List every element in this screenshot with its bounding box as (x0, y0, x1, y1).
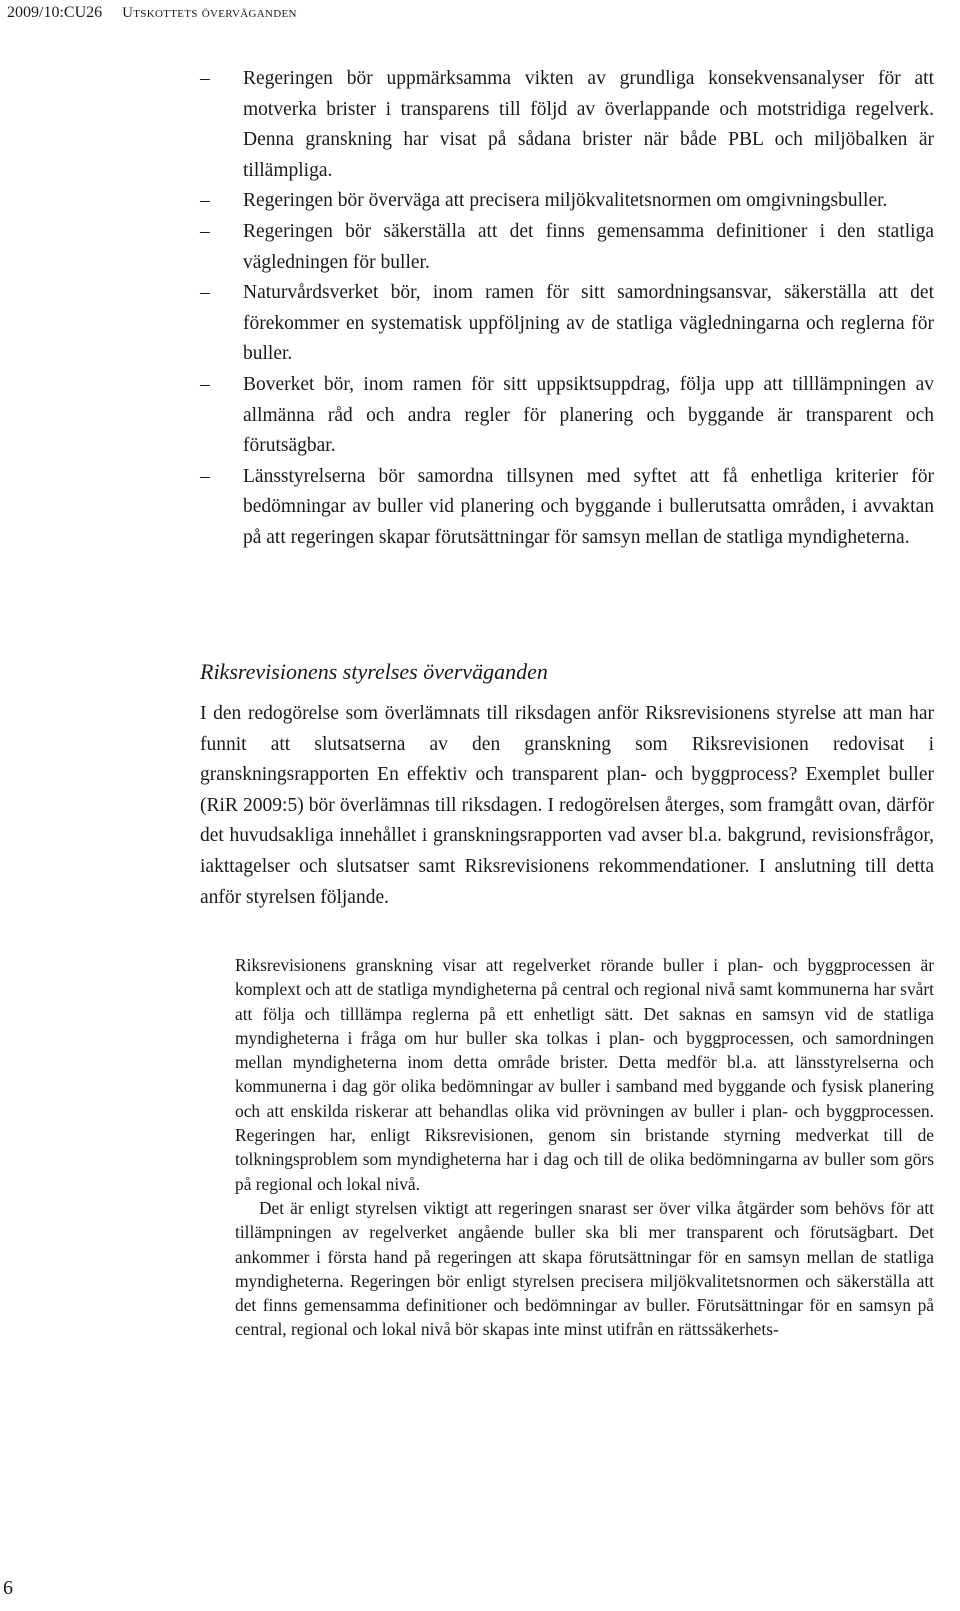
bullet-dash: – (200, 465, 210, 487)
bullet-dash: – (200, 282, 210, 304)
document-code: 2009/10:CU26 (7, 4, 103, 21)
list-item-text: Boverket bör, inom ramen för sitt uppsiktsuppdrag, följa upp att tilllämpningen av allmänna råd och andra regler för planering och byggande är transparent och förutsägbar. (243, 373, 934, 457)
bullet-dash: – (200, 373, 210, 395)
list-item (200, 462, 934, 554)
bullet-dash: – (200, 68, 210, 89)
list-item-text: Regeringen bör överväga att precisera miljökvalitetsnormen om omgivningsbuller. (243, 190, 888, 212)
section-heading: Riksrevisionens styrelses överväganden (200, 659, 548, 684)
list-item-text: Länsstyrelserna bör samordna tillsynen med syftet att få enhetliga kriterier för bedömningar av buller vid planering och byggande i bullerutsatta områden, i avvaktan på att regeringen skapar förutsättningar för samsyn mellan de statliga myndigheterna. (243, 465, 934, 548)
section-title: Utskottets överväganden (122, 5, 297, 21)
list-item-text: Regeringen bör säkerställa att det finns gemensamma definitioner i den statliga vägledningen för buller. (243, 220, 934, 273)
list-item (200, 186, 934, 217)
running-header (7, 4, 297, 22)
page-number: 6 (3, 1577, 13, 1599)
block-quote (235, 953, 934, 1342)
list-item (200, 64, 934, 186)
list-item (200, 278, 934, 370)
list-item-text: Naturvårdsverket bör, inom ramen för sitt samordningsansvar, säkerställa att det förekommer en systematisk uppföljning av de statliga vägledningarna och reglerna för buller. (243, 282, 934, 365)
list-item-text: Regeringen bör uppmärksamma vikten av grundliga konsekvensanalyser för att motverka brister i transparens till följd av överlappande och motstridiga regelverk. Denna granskning har visat på sådana brister när både PBL och miljöbalken är tillämpliga. (243, 68, 934, 181)
list-item (200, 370, 934, 462)
body-paragraph: I den redogörelse som överlämnats till riksdagen anför Riksrevisionens styrelse att man har funnit att slutsatserna av den granskning som Riksrevisionen redovisat i granskningsrapporten En effektiv och transparent plan- och byggprocess? Exemplet buller (RiR 2009:5) bör överlämnas till riksdagen. I redogörelsen återges, som framgått ovan, därför det huvudsakliga innehållet i granskningsrapporten vad avser bl.a. bakgrund, revisionsfrågor, iakttagelser och slutsatser samt Riksrevisionens rekommendationer. I anslutning till detta anför styrelsen följande. (200, 703, 934, 908)
list-item (200, 217, 934, 278)
recommendation-list (200, 64, 934, 554)
quote-paragraph: Riksrevisionens granskning visar att regelverket rörande buller i plan- och byggprocessen är komplext och att de statliga myndigheterna på central och regional nivå samt kommunerna har svårt att följa och tilllämpa reglerna på ett enhetligt sätt. Det saknas en samsyn vid de statliga myndigheterna i fråga om hur buller ska tolkas i plan- och byggprocessen, och samordningen mellan myndigheterna inom detta område brister. Detta medför bl.a. att länsstyrelserna och kommunerna i dag gör olika bedömningar av buller i samband med byggande och fysisk planering och att enskilda riskerar att behandlas olika vid prövningen av buller i plan- och byggprocessen. Regeringen har, enligt Riksrevisionen, genom sin bristande styrning medverkat till de tolkningsproblem som myndigheterna har i dag och till de olika bedömningarna av buller som görs på regional och lokal nivå. (235, 955, 934, 1194)
bullet-dash: – (200, 220, 210, 242)
bullet-dash: – (200, 190, 210, 212)
quote-paragraph: Det är enligt styrelsen viktigt att regeringen snarast ser över vilka åtgärder som behövs för att tillämpningen av regelverket angående buller ska bli mer transparent och förutsägbart. Det ankommer i första hand på regeringen att skapa förutsättningar för en samsyn mellan de statliga myndigheterna. Regeringen bör enligt styrelsen precisera miljökvalitetsnormen och säkerställa att det finns gemensamma definitioner och bedömningar av buller. Förutsättningar för en samsyn på central, regional och lokal nivå bör skapas inte minst utifrån en rättssäkerhets- (235, 1197, 934, 1340)
